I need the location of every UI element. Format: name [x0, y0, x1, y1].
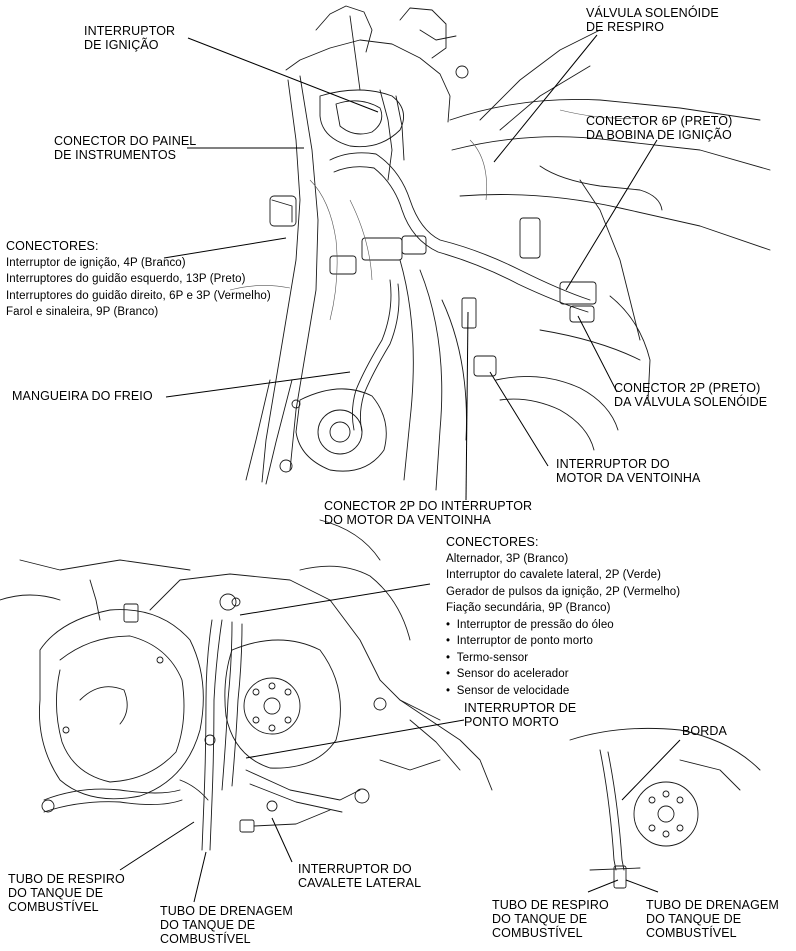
label-tubo-drenagem-left: TUBO DE DRENAGEM DO TANQUE DE COMBUSTÍVEL: [160, 904, 293, 946]
label-conector-2p-valvula: CONECTOR 2P (PRETO) DA VÁLVULA SOLENÓIDE: [614, 381, 768, 409]
label-valvula-solenoide-respiro: VÁLVULA SOLENÓIDE DE RESPIRO: [586, 6, 719, 34]
label-mangueira-freio: MANGUEIRA DO FREIO: [12, 389, 153, 403]
label-conectores-top: CONECTORES: Interruptor de ignição, 4P (Branco) Interruptores do guidão esquerdo, 13P (Preto) Interruptores do guidão direito, 6P e 3P (Vermelho) Farol e sinaleira, 9P (Branco): [6, 239, 271, 318]
bullet-item: • Sensor de velocidade: [446, 684, 570, 697]
label-interruptor-cavalete: INTERRUPTOR DO CAVALETE LATERAL: [298, 862, 422, 890]
bullet-item: • Termo-sensor: [446, 651, 529, 664]
label-tubo-drenagem-right: TUBO DE DRENAGEM DO TANQUE DE COMBUSTÍVEL: [646, 898, 779, 940]
bullet-item: • Interruptor de ponto morto: [446, 635, 593, 647]
label-tubo-respiro-right: TUBO DE RESPIRO DO TANQUE DE COMBUSTÍVEL: [492, 898, 609, 940]
label-conector-2p-ventoinha: CONECTOR 2P DO INTERRUPTOR DO MOTOR DA VENTOINHA: [324, 499, 533, 527]
bottom-engine-drawing: [0, 520, 492, 850]
bottom-right-detail-drawing: [570, 728, 760, 888]
label-conector-6p: CONECTOR 6P (PRETO) DA BOBINA DE IGNIÇÃO: [586, 114, 733, 142]
top-motorcycle-drawing: [230, 6, 770, 490]
label-conector-painel: CONECTOR DO PAINEL DE INSTRUMENTOS: [54, 134, 197, 162]
label-interruptor-ponto-morto: INTERRUPTOR DE PONTO MORTO: [464, 701, 577, 729]
label-interruptor-ignicao: INTERRUPTOR DE IGNIÇÃO: [84, 24, 176, 52]
label-tubo-respiro-left: TUBO DE RESPIRO DO TANQUE DE COMBUSTÍVEL: [8, 872, 125, 914]
label-interruptor-motor-ventoinha: INTERRUPTOR DO MOTOR DA VENTOINHA: [556, 457, 701, 485]
bullet-item: • Interruptor de pressão do óleo: [446, 618, 614, 631]
bullet-item: • Sensor do acelerador: [446, 668, 569, 680]
label-borda: BORDA: [682, 724, 727, 738]
label-conectores-bottom: CONECTORES: Alternador, 3P (Branco) Interruptor do cavalete lateral, 2P (Verde) Gerador de pulsos da ignição, 2P (Vermelho) Fiação secundária, 9P (Branco) • Interruptor de pressão do óleo • Interruptor de ponto morto • Termo-sensor • Sensor do acelerador • Sensor de velocidade: [446, 534, 680, 699]
